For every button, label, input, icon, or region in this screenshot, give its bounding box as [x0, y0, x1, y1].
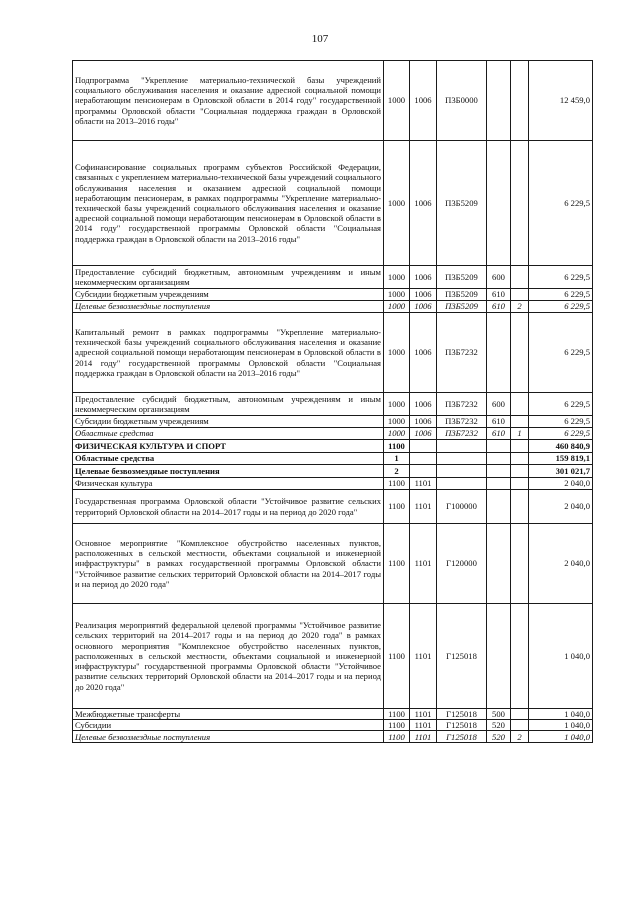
row-name: Предоставление субсидий бюджетным, автономным учреждениям и иным некоммерческим организациям — [73, 393, 384, 416]
table-row — [73, 301, 593, 313]
row-funding-source — [511, 266, 529, 289]
table-row — [73, 490, 593, 524]
row-subsection-code: 1006 — [410, 61, 437, 141]
row-amount: 6 229,5 — [529, 141, 593, 266]
budget-table — [72, 60, 593, 743]
row-section-code: 1100 — [384, 478, 410, 490]
row-name: Подпрограмма "Укрепление материально-технической базы учреждений социального обслуживания населения и оказание адресной социальной помощи неработающим пенсионерам в Орловской области в 2014 году" государственной программы Орловской области "Социальная поддержка граждан в Орловской области на 2013–2016 годы" — [73, 61, 384, 141]
row-funding-source: 2 — [511, 301, 529, 313]
row-target-article: П3Б0000 — [437, 61, 487, 141]
row-amount: 2 040,0 — [529, 524, 593, 604]
row-subsection-code: 1006 — [410, 393, 437, 416]
row-section-code: 1000 — [384, 301, 410, 313]
row-name: Целевые безвозмездные поступления — [73, 301, 384, 313]
row-subsection-code: 1101 — [410, 478, 437, 490]
row-target-article — [437, 465, 487, 478]
page-number: 107 — [311, 33, 329, 45]
row-section-code: 1000 — [384, 266, 410, 289]
row-name: Субсидии бюджетным учреждениям — [73, 416, 384, 428]
row-subsection-code: 1101 — [410, 709, 437, 720]
row-amount: 6 229,5 — [529, 289, 593, 301]
row-subsection-code: 1101 — [410, 524, 437, 604]
row-funding-source — [511, 524, 529, 604]
row-target-article: П3Б5209 — [437, 301, 487, 313]
row-subsection-code: 1006 — [410, 416, 437, 428]
row-target-article: Г120000 — [437, 524, 487, 604]
row-funding-source — [511, 393, 529, 416]
row-amount: 12 459,0 — [529, 61, 593, 141]
row-target-article: Г125018 — [437, 709, 487, 720]
row-section-code: 2 — [384, 465, 410, 478]
row-target-article — [437, 478, 487, 490]
row-section-code: 1100 — [384, 524, 410, 604]
row-name: Капитальный ремонт в рамках подпрограммы "Укрепление материально-технической базы учреждений социального обслуживания населения и оказание адресной социальной помощи неработающим пенсионерам в Орловской области в 2014 году" государственной программы Орловской области "Социальная поддержка граждан в Орловской области на 2013–2016 годы" — [73, 313, 384, 393]
row-subsection-code: 1101 — [410, 604, 437, 709]
row-section-code: 1000 — [384, 313, 410, 393]
row-expense-type — [487, 490, 511, 524]
table-row — [73, 465, 593, 478]
row-funding-source — [511, 313, 529, 393]
table-row — [73, 428, 593, 440]
row-funding-source — [511, 720, 529, 731]
row-subsection-code: 1101 — [410, 490, 437, 524]
row-amount: 1 040,0 — [529, 720, 593, 731]
row-target-article: П3Б7232 — [437, 428, 487, 440]
row-name: Государственная программа Орловской области "Устойчивое развитие сельских территорий Орловской области на 2014–2017 годы и на период до 2020 года" — [73, 490, 384, 524]
row-amount: 6 229,5 — [529, 313, 593, 393]
row-name: Софинансирование социальных программ субъектов Российской Федерации, связанных с укреплением материально-технической базы учреждений социального обслуживания населения и оказанием адресной социальной помощи неработающим пенсионерам, в рамках подпрограммы "Укрепление материально-технической базы учреждений социального обслуживания населения и оказание адресной социальной помощи неработающим пенсионерам в Орловской области в 2014 году" государственной программы Орловской области "Социальная поддержка граждан в Орловской области на 2013–2016 годы" — [73, 141, 384, 266]
row-amount: 1 040,0 — [529, 604, 593, 709]
row-section-code: 1100 — [384, 709, 410, 720]
budget-table-body — [73, 61, 593, 743]
row-expense-type: 610 — [487, 301, 511, 313]
table-row — [73, 393, 593, 416]
table-row — [73, 141, 593, 266]
row-expense-type — [487, 440, 511, 453]
row-target-article: П3Б7232 — [437, 313, 487, 393]
row-amount: 1 040,0 — [529, 731, 593, 743]
row-section-code: 1100 — [384, 720, 410, 731]
row-subsection-code: 1006 — [410, 266, 437, 289]
table-row — [73, 289, 593, 301]
row-subsection-code: 1006 — [410, 141, 437, 266]
row-funding-source: 1 — [511, 428, 529, 440]
row-subsection-code: 1101 — [410, 731, 437, 743]
row-amount: 6 229,5 — [529, 416, 593, 428]
row-name: Основное мероприятие "Комплексное обустройство населенных пунктов, расположенных в сельской местности, объектами социальной и инженерной инфраструктуры" в рамках государственной программы Орловской области "Устойчивое развитие сельских территорий Орловской области на 2014–2017 годы и на период до 2020 года" — [73, 524, 384, 604]
row-name: Физическая культура — [73, 478, 384, 490]
row-expense-type: 520 — [487, 720, 511, 731]
row-amount: 6 229,5 — [529, 428, 593, 440]
table-row — [73, 61, 593, 141]
row-section-code: 1100 — [384, 731, 410, 743]
row-section-code: 1000 — [384, 416, 410, 428]
row-funding-source — [511, 416, 529, 428]
table-row — [73, 313, 593, 393]
table-row — [73, 266, 593, 289]
row-target-article: П3Б7232 — [437, 416, 487, 428]
table-row — [73, 416, 593, 428]
row-section-code: 1000 — [384, 289, 410, 301]
row-expense-type — [487, 465, 511, 478]
row-amount: 159 819,1 — [529, 453, 593, 465]
row-expense-type: 500 — [487, 709, 511, 720]
row-funding-source — [511, 709, 529, 720]
table-row — [73, 524, 593, 604]
row-funding-source — [511, 141, 529, 266]
row-name: Областные средства — [73, 453, 384, 465]
row-amount: 2 040,0 — [529, 478, 593, 490]
row-subsection-code — [410, 465, 437, 478]
row-subsection-code — [410, 440, 437, 453]
row-expense-type — [487, 524, 511, 604]
row-target-article: П3Б5209 — [437, 289, 487, 301]
row-name: Предоставление субсидий бюджетным, автономным учреждениям и иным некоммерческим организациям — [73, 266, 384, 289]
row-section-code: 1000 — [384, 141, 410, 266]
row-target-article — [437, 453, 487, 465]
row-amount: 6 229,5 — [529, 266, 593, 289]
row-subsection-code: 1006 — [410, 428, 437, 440]
table-row — [73, 604, 593, 709]
table-row — [73, 453, 593, 465]
row-section-code: 1000 — [384, 61, 410, 141]
row-target-article — [437, 440, 487, 453]
row-target-article: Г125018 — [437, 731, 487, 743]
row-expense-type — [487, 141, 511, 266]
row-funding-source — [511, 289, 529, 301]
row-expense-type: 520 — [487, 731, 511, 743]
row-name: Целевые безвозмездные поступления — [73, 731, 384, 743]
table-row — [73, 440, 593, 453]
row-subsection-code: 1006 — [410, 289, 437, 301]
row-expense-type — [487, 604, 511, 709]
row-name: ФИЗИЧЕСКАЯ КУЛЬТУРА И СПОРТ — [73, 440, 384, 453]
row-target-article: П3Б5209 — [437, 141, 487, 266]
row-funding-source — [511, 478, 529, 490]
row-expense-type: 610 — [487, 416, 511, 428]
row-subsection-code: 1006 — [410, 301, 437, 313]
row-target-article: Г125018 — [437, 604, 487, 709]
table-row — [73, 709, 593, 720]
row-section-code: 1000 — [384, 393, 410, 416]
table-row — [73, 731, 593, 743]
row-expense-type: 610 — [487, 428, 511, 440]
row-target-article: Г125018 — [437, 720, 487, 731]
table-row — [73, 720, 593, 731]
row-target-article: П3Б7232 — [437, 393, 487, 416]
row-amount: 2 040,0 — [529, 490, 593, 524]
row-target-article: Г100000 — [437, 490, 487, 524]
row-target-article: П3Б5209 — [437, 266, 487, 289]
table-row — [73, 478, 593, 490]
row-funding-source — [511, 465, 529, 478]
row-expense-type: 610 — [487, 289, 511, 301]
row-expense-type: 600 — [487, 393, 511, 416]
row-name: Субсидии — [73, 720, 384, 731]
row-section-code: 1000 — [384, 428, 410, 440]
row-amount: 460 840,9 — [529, 440, 593, 453]
row-funding-source — [511, 61, 529, 141]
row-amount: 6 229,5 — [529, 393, 593, 416]
row-name: Межбюджетные трансферты — [73, 709, 384, 720]
row-section-code: 1100 — [384, 440, 410, 453]
row-amount: 6 229,5 — [529, 301, 593, 313]
row-subsection-code: 1006 — [410, 313, 437, 393]
row-section-code: 1100 — [384, 490, 410, 524]
row-funding-source — [511, 490, 529, 524]
row-section-code: 1 — [384, 453, 410, 465]
row-expense-type — [487, 313, 511, 393]
row-name: Реализация мероприятий федеральной целевой программы "Устойчивое развитие сельских территорий на 2014–2017 годы и на период до 2020 года" в рамках основного мероприятия "Комплексное обустройство населенных пунктов, расположенных в сельской местности, объектами социальной и инженерной инфраструктуры" государственной программы Орловской области "Устойчивое развитие сельских территорий Орловской области на 2014–2017 годы и на период до 2020 года" — [73, 604, 384, 709]
row-section-code: 1100 — [384, 604, 410, 709]
row-funding-source — [511, 604, 529, 709]
row-name: Целевые безвозмездные поступления — [73, 465, 384, 478]
row-subsection-code: 1101 — [410, 720, 437, 731]
row-amount: 301 021,7 — [529, 465, 593, 478]
row-subsection-code — [410, 453, 437, 465]
row-amount: 1 040,0 — [529, 709, 593, 720]
row-funding-source — [511, 453, 529, 465]
row-name: Областные средства — [73, 428, 384, 440]
row-funding-source: 2 — [511, 731, 529, 743]
row-expense-type — [487, 453, 511, 465]
row-expense-type — [487, 61, 511, 141]
row-name: Субсидии бюджетным учреждениям — [73, 289, 384, 301]
row-expense-type: 600 — [487, 266, 511, 289]
row-expense-type — [487, 478, 511, 490]
row-funding-source — [511, 440, 529, 453]
